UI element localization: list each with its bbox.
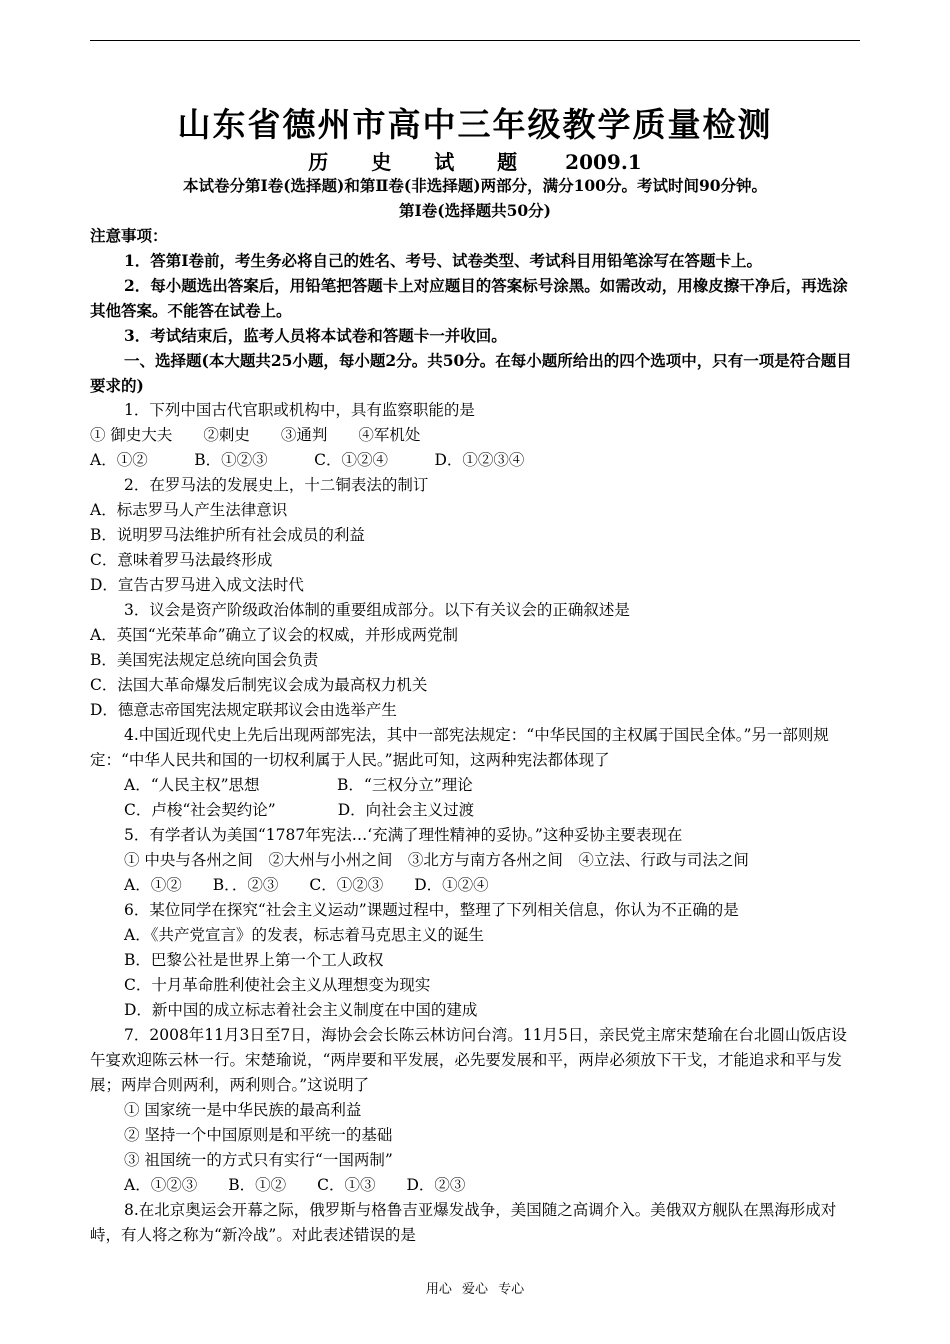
- page-footer: 用心 爱心 专心: [425, 1282, 525, 1297]
- notice-heading: 注意事项：: [90, 226, 168, 245]
- notice-item: 2．每小题选出答案后，用铅笔把答题卡上对应题目的答案标号涂黑。如需改动，用橡皮擦干净后，再选涂其他答案。不能答在试卷上。: [90, 276, 848, 320]
- question-stem: 4.中国近现代史上先后出现两部宪法，其中一部宪法规定：“中华民国的主权属于国民全体。”另一部则规定：“中华人民共和国的一切权利属于人民。”据此可知，这两种宪法都体现了: [90, 726, 829, 769]
- question-items: ① 中央与各州之间 ②大州与小州之间 ③北方与南方各州之间 ④立法、行政与司法之间: [124, 851, 749, 869]
- options-row: C．卢梭“社会契约论” D．向社会主义过渡: [124, 801, 475, 819]
- top-rule: [90, 40, 860, 41]
- notice-item: 3．考试结束后，监考人员将本试卷和答题卡一并收回。: [124, 326, 507, 345]
- question-item: ① 国家统一是中华民族的最高利益: [124, 1101, 362, 1119]
- question-options: A．①② B．．②③ C．①②③ D．①②④: [124, 876, 489, 894]
- exam-body: [90, 173, 860, 1248]
- question-stem: 7．2008年11月3日至7日，海协会会长陈云林访问台湾。11月5日，亲民党主席宋楚瑜在台北圆山饭店设午宴欢迎陈云林一行。宋楚瑜说，“两岸要和平发展，必先要发展和平，两岸必须放下干戈，才能追求和平与发展；两岸合则两利，两利则合。”这说明了: [90, 1026, 847, 1094]
- option-d: D．宣告古罗马进入成文法时代: [90, 576, 304, 594]
- option-a: A．标志罗马人产生法律意识: [90, 501, 288, 519]
- question-stem: 5．有学者认为美国“1787年宪法…‘充满了理性精神的妥协。”这种妥协主要表现在: [124, 826, 683, 844]
- option-c: C．意味着罗马法最终形成: [90, 551, 273, 569]
- question-stem: 6．某位同学在探究“社会主义运动”课题过程中，整理了下列相关信息，你认为不正确的是: [124, 901, 739, 919]
- option-b: B．说明罗马法维护所有社会成员的利益: [90, 526, 365, 544]
- subject-name: 历 史 试 题: [308, 150, 536, 174]
- question-stem: 2．在罗马法的发展史上，十二铜表法的制订: [124, 476, 429, 494]
- option-a: A．《共产党宣言》的发表，标志着马克思主义的诞生: [124, 926, 484, 944]
- option-a: A．英国“光荣革命”确立了议会的权威，并形成两党制: [90, 626, 459, 644]
- question-stem: 1．下列中国古代官职或机构中，具有监察职能的是: [124, 401, 475, 419]
- exam-title: 山东省德州市高中三年级教学质量检测: [177, 105, 773, 144]
- question-stem: 8.在北京奥运会开幕之际，俄罗斯与格鲁吉亚爆发战争，美国随之高调介入。美俄双方舰队在黑海形成对峙，有人将之称为“新冷战”。对此表述错误的是: [90, 1201, 837, 1244]
- options-row: A．“人民主权”思想 B．“三权分立”理论: [124, 776, 473, 794]
- exam-date: 2009.1: [565, 150, 642, 174]
- question-items: ① 御史大夫 ②刺史 ③通判 ④军机处: [90, 426, 421, 444]
- exam-subtitle: [0, 148, 950, 176]
- question-item: ② 坚持一个中国原则是和平统一的基础: [124, 1126, 393, 1144]
- question-options: A．①②③ B．①② C．①③ D．②③: [124, 1176, 466, 1194]
- question-stem: 3．议会是资产阶级政治体制的重要组成部分。以下有关议会的正确叙述是: [124, 601, 630, 619]
- option-b: B．美国宪法规定总统向国会负责: [90, 651, 319, 669]
- option-d: D．德意志帝国宪法规定联邦议会由选举产生: [90, 701, 397, 719]
- option-c: C．法国大革命爆发后制宪议会成为最高权力机关: [90, 676, 428, 694]
- option-d: D．新中国的成立标志着社会主义制度在中国的建成: [124, 1001, 478, 1019]
- question-item: ③ 祖国统一的方式只有实行“一国两制”: [124, 1151, 393, 1169]
- scope-text: 本试卷分第Ⅰ卷(选择题)和第Ⅱ卷(非选择题)两部分，满分100分。考试时间90分钟。: [182, 176, 768, 195]
- question-options: A．①② B．①②③ C．①②④ D．①②③④: [90, 451, 525, 469]
- option-c: C．十月革命胜利使社会主义从理想变为现实: [124, 976, 431, 994]
- option-b: B．巴黎公社是世界上第一个工人政权: [124, 951, 384, 969]
- section-heading: 一、选择题(本大题共25小题，每小题2分。共50分。在每小题所给出的四个选项中，只有一项是符合题目要求的): [90, 351, 852, 395]
- part1-heading: 第Ⅰ卷(选择题共50分): [399, 201, 551, 220]
- notice-item: 1．答第Ⅰ卷前，考生务必将自己的姓名、考号、试卷类型、考试科目用铅笔涂写在答题卡上。: [124, 251, 763, 270]
